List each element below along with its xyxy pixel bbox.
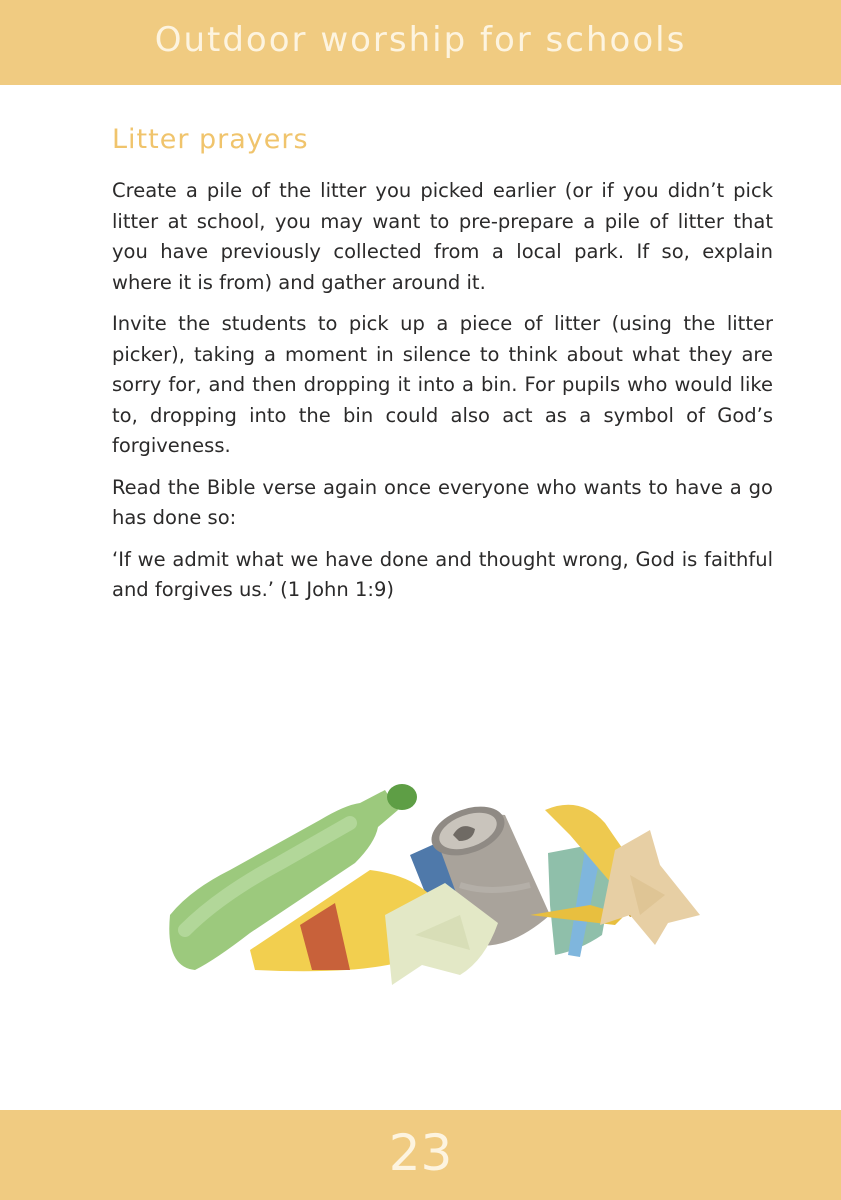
page-header-band [0,0,841,85]
paragraph-bible-verse: ‘If we admit what we have done and thought wrong, God is faithful and forgives us.’ (1 John 1:9) [112,547,773,601]
paragraph-instructions: Invite the students to pick up a piece of litter (using the litter picker), taking a moment in silence to think about what they are sorry for, and then dropping it into a bin. For pupils who would like to, dropping into the bin could also act as a symbol of God’s forgiveness. [112,312,773,457]
paragraph-intro: Create a pile of the litter you picked earlier (or if you didn’t pick litter at school, you may want to pre-prepare a pile of litter that you have previously collected from a local park. If so, explain where it is from) and gather around it. [112,179,773,294]
body-text [112,176,773,617]
section-heading: Litter prayers [112,124,309,155]
page-footer-band [0,1110,841,1200]
paragraph-read-verse: Read the Bible verse again once everyone who wants to have a go has done so: [112,475,773,529]
header-title: Outdoor worship for schools [154,20,687,60]
page-number: 23 [388,1124,453,1182]
litter-pile-illustration [160,775,720,1015]
